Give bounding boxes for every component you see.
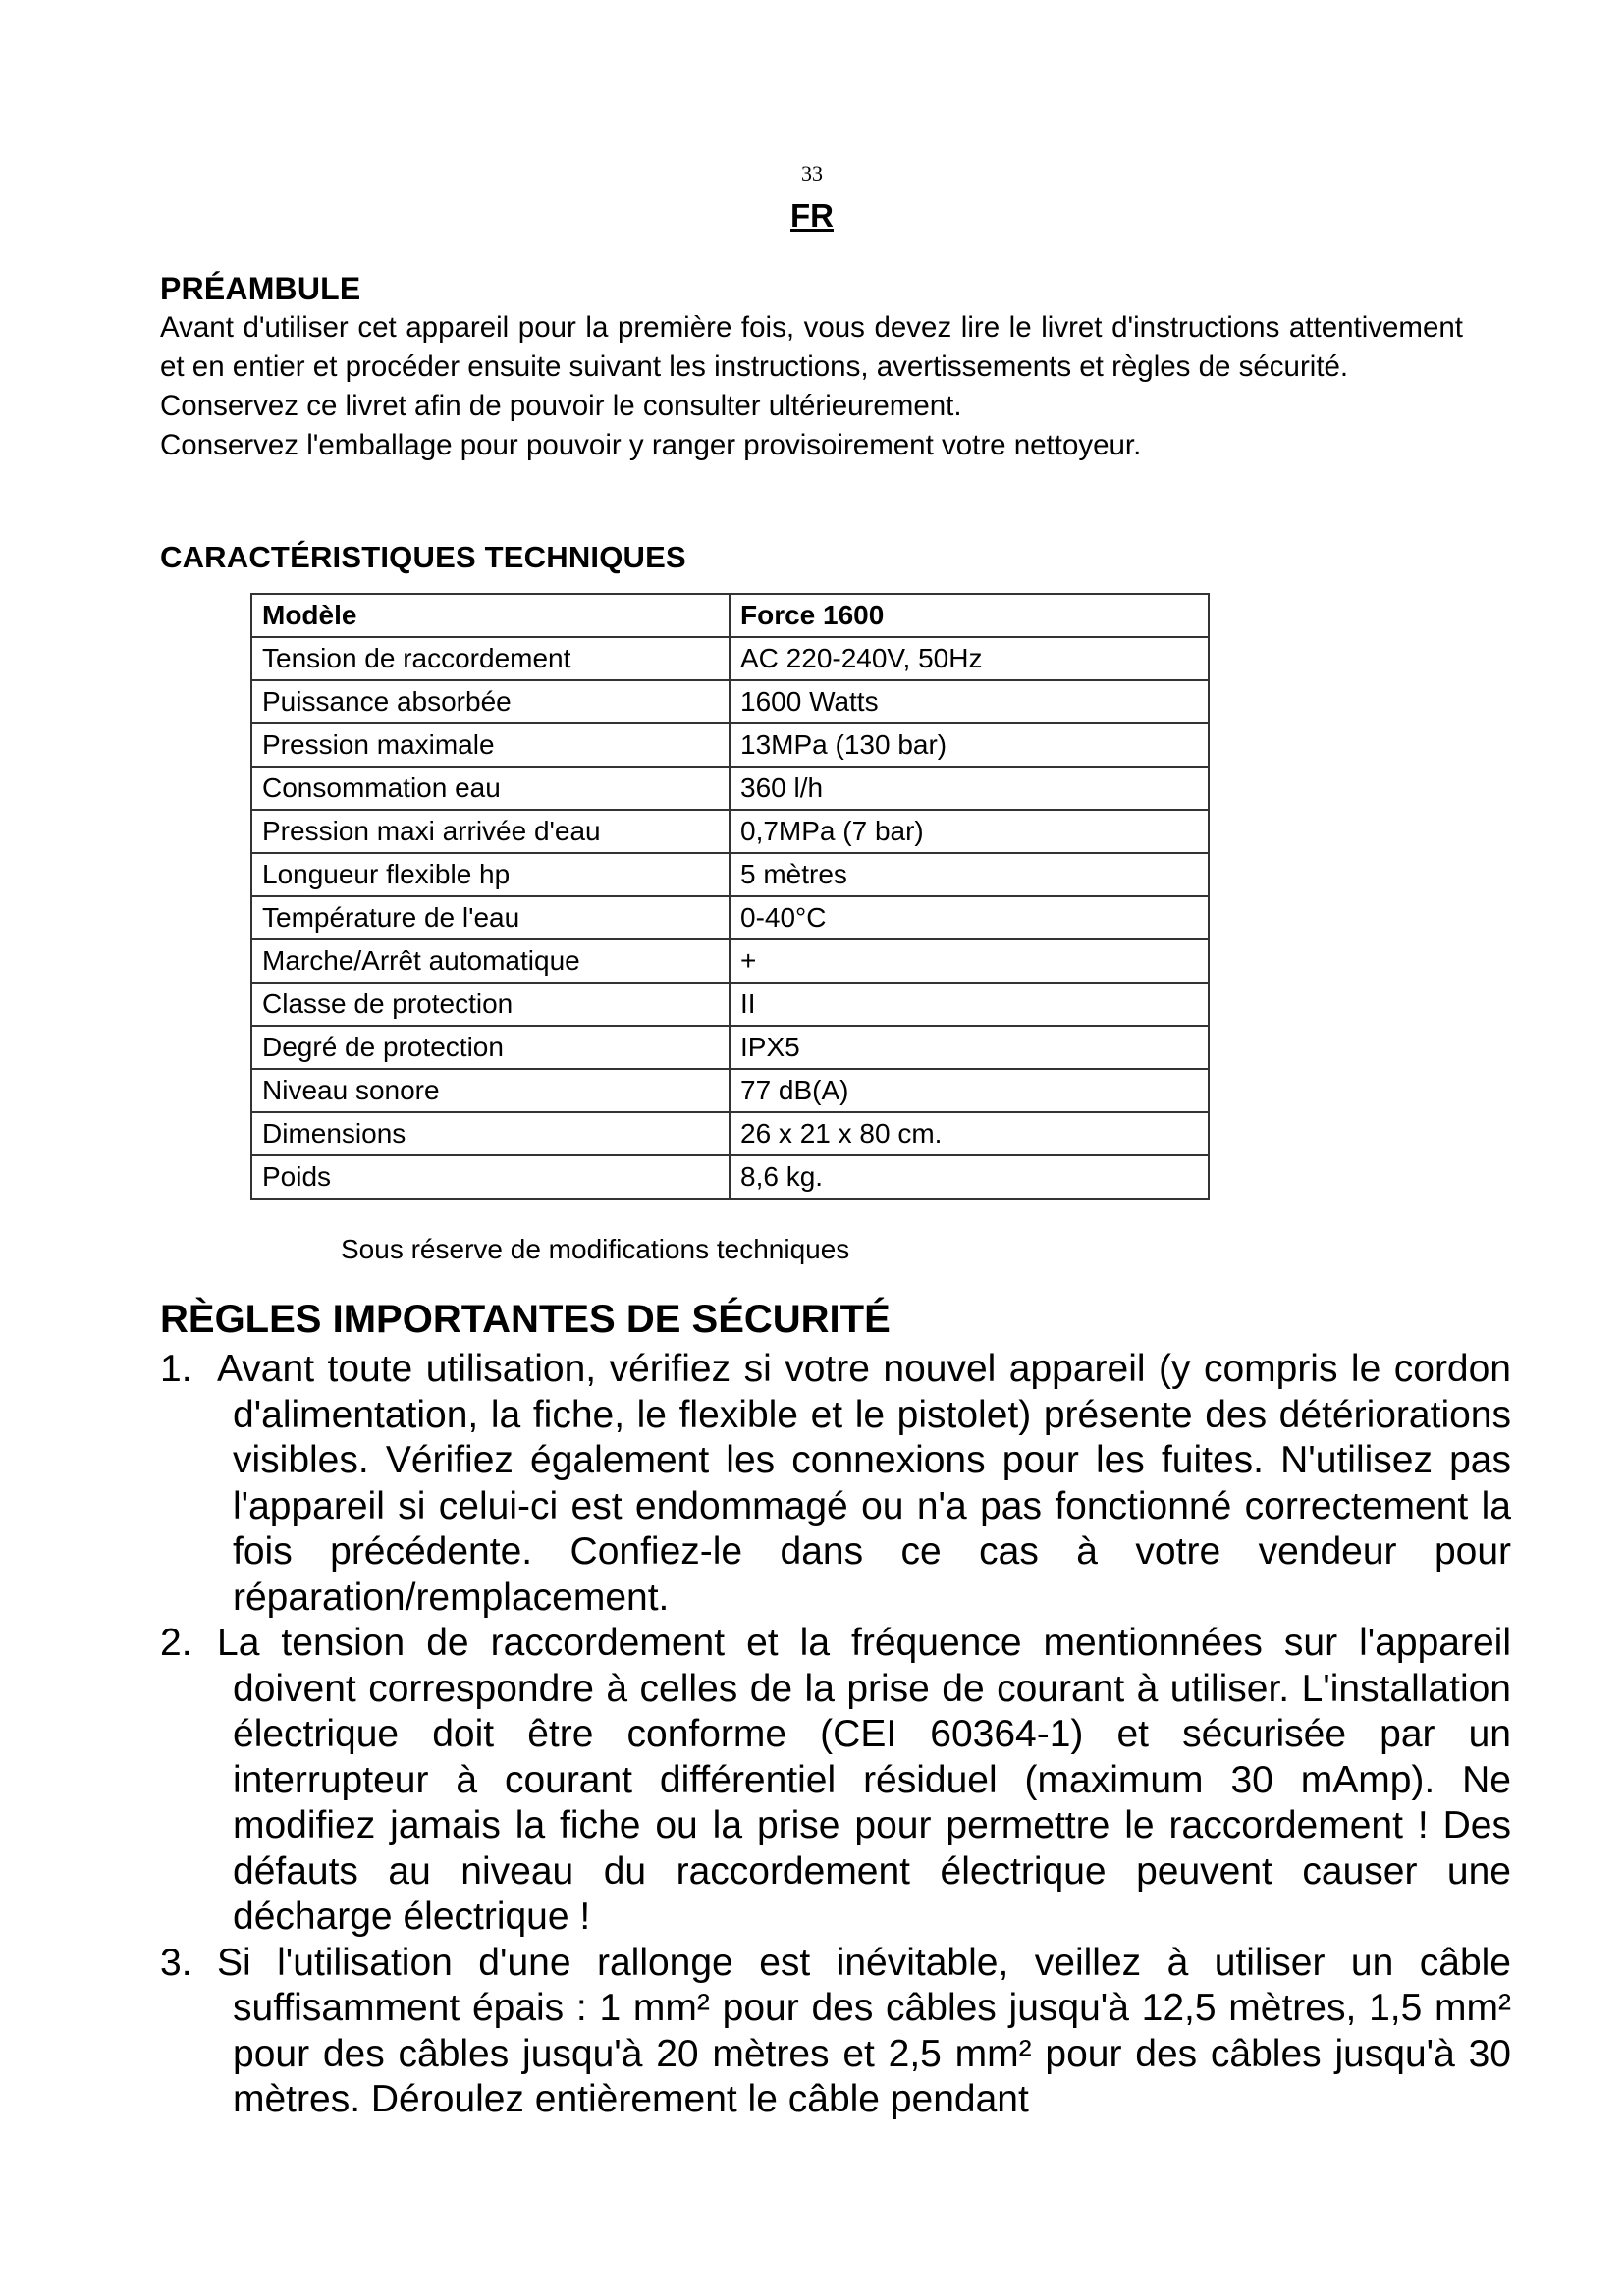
specs-value-cell: 26 x 21 x 80 cm. bbox=[730, 1112, 1209, 1155]
safety-list bbox=[160, 1347, 1511, 2123]
safety-item bbox=[160, 1621, 1511, 1941]
specs-label-cell: Tension de raccordement bbox=[251, 637, 730, 680]
safety-item-number: 2. bbox=[160, 1622, 192, 1664]
specs-value-cell: 1600 Watts bbox=[730, 680, 1209, 723]
safety-item-text: Si l'utilisation d'une rallonge est inévitable, veillez à utiliser un câble suffisamment épais : 1 mm² pour des câbles jusqu'à 12,5 mètres, 1,5 mm² pour des câbles jusqu'à 20 mètres et 2,5 mm² pour des câbles jusqu'à 30 mètres. Déroulez entièrement le câble pendant bbox=[217, 1941, 1511, 2120]
specs-table bbox=[250, 593, 1210, 1200]
specs-note: Sous réserve de modifications techniques bbox=[341, 1234, 850, 1264]
preamble-paragraph: Conservez l'emballage pour pouvoir y ranger provisoirement votre nettoyeur. bbox=[160, 429, 1142, 461]
specs-label-cell: Pression maxi arrivée d'eau bbox=[251, 810, 730, 853]
safety-item-text: La tension de raccordement et la fréquence mentionnées sur l'appareil doivent correspondre à celles de la prise de courant à utiliser. L'installation électrique doit être conforme (CEI 60364-1) et sécurisée par un interrupteur à courant différentiel résiduel (maximum 30 mAmp). Ne modifiez jamais la fiche ou la prise pour permettre le raccordement ! Des défauts au niveau du raccordement électrique peuvent causer une décharge électrique ! bbox=[217, 1622, 1511, 1938]
specs-value-cell: 8,6 kg. bbox=[730, 1155, 1209, 1199]
specs-value-cell: 77 dB(A) bbox=[730, 1069, 1209, 1112]
specs-label-cell: Pression maximale bbox=[251, 723, 730, 767]
specs-row bbox=[251, 853, 1209, 896]
safety-item-number: 1. bbox=[160, 1348, 192, 1390]
specs-label-cell: Dimensions bbox=[251, 1112, 730, 1155]
preamble-paragraph: Avant d'utiliser cet appareil pour la première fois, vous devez lire le livret d'instructions attentivement et en entier et procéder ensuite suivant les instructions, avertissements et règles de sécurité. bbox=[160, 311, 1463, 383]
safety-item-number: 3. bbox=[160, 1941, 192, 1984]
specs-header-row bbox=[251, 594, 1209, 637]
specs-value-cell: 13MPa (130 bar) bbox=[730, 723, 1209, 767]
specs-label-cell: Température de l'eau bbox=[251, 896, 730, 939]
specs-row bbox=[251, 1069, 1209, 1112]
specs-row bbox=[251, 896, 1209, 939]
specs-row bbox=[251, 723, 1209, 767]
specs-label-cell: Marche/Arrêt automatique bbox=[251, 939, 730, 983]
specs-row bbox=[251, 983, 1209, 1026]
specs-row bbox=[251, 1112, 1209, 1155]
specs-label-cell: Classe de protection bbox=[251, 983, 730, 1026]
preamble-paragraph: Conservez ce livret afin de pouvoir le consulter ultérieurement. bbox=[160, 390, 962, 422]
language-heading: FR bbox=[790, 197, 834, 234]
page-number: 33 bbox=[801, 161, 823, 186]
specs-label-cell: Longueur flexible hp bbox=[251, 853, 730, 896]
safety-item bbox=[160, 1941, 1511, 2123]
specs-value-cell: 0,7MPa (7 bar) bbox=[730, 810, 1209, 853]
specs-title: CARACTÉRISTIQUES TECHNIQUES bbox=[160, 540, 686, 574]
specs-label-cell: Consommation eau bbox=[251, 767, 730, 810]
specs-value-cell: AC 220-240V, 50Hz bbox=[730, 637, 1209, 680]
specs-value-cell: IPX5 bbox=[730, 1026, 1209, 1069]
specs-value-cell: + bbox=[730, 939, 1209, 983]
specs-row bbox=[251, 637, 1209, 680]
specs-label-cell: Poids bbox=[251, 1155, 730, 1199]
specs-row bbox=[251, 1026, 1209, 1069]
specs-label-cell: Puissance absorbée bbox=[251, 680, 730, 723]
specs-row bbox=[251, 767, 1209, 810]
specs-value-cell: II bbox=[730, 983, 1209, 1026]
safety-title: RÈGLES IMPORTANTES DE SÉCURITÉ bbox=[160, 1298, 891, 1341]
specs-row bbox=[251, 810, 1209, 853]
preamble-title: PRÉAMBULE bbox=[160, 271, 361, 306]
specs-label-cell: Degré de protection bbox=[251, 1026, 730, 1069]
specs-header-label: Modèle bbox=[251, 594, 730, 637]
specs-value-cell: 0-40°C bbox=[730, 896, 1209, 939]
specs-row bbox=[251, 939, 1209, 983]
safety-item-text: Avant toute utilisation, vérifiez si votre nouvel appareil (y compris le cordon d'alimentation, la fiche, le flexible et le pistolet) présente des détériorations visibles. Vérifiez également les connexions pour les fuites. N'utilisez pas l'appareil si celui-ci est endommagé ou n'a pas fonctionné correctement la fois précédente. Confiez-le dans ce cas à votre vendeur pour réparation/remplacement. bbox=[217, 1348, 1511, 1619]
preamble-body bbox=[160, 308, 1463, 465]
specs-value-cell: 360 l/h bbox=[730, 767, 1209, 810]
specs-label-cell: Niveau sonore bbox=[251, 1069, 730, 1112]
safety-item bbox=[160, 1347, 1511, 1621]
specs-value-cell: 5 mètres bbox=[730, 853, 1209, 896]
specs-header-value: Force 1600 bbox=[730, 594, 1209, 637]
specs-row bbox=[251, 1155, 1209, 1199]
specs-row bbox=[251, 680, 1209, 723]
